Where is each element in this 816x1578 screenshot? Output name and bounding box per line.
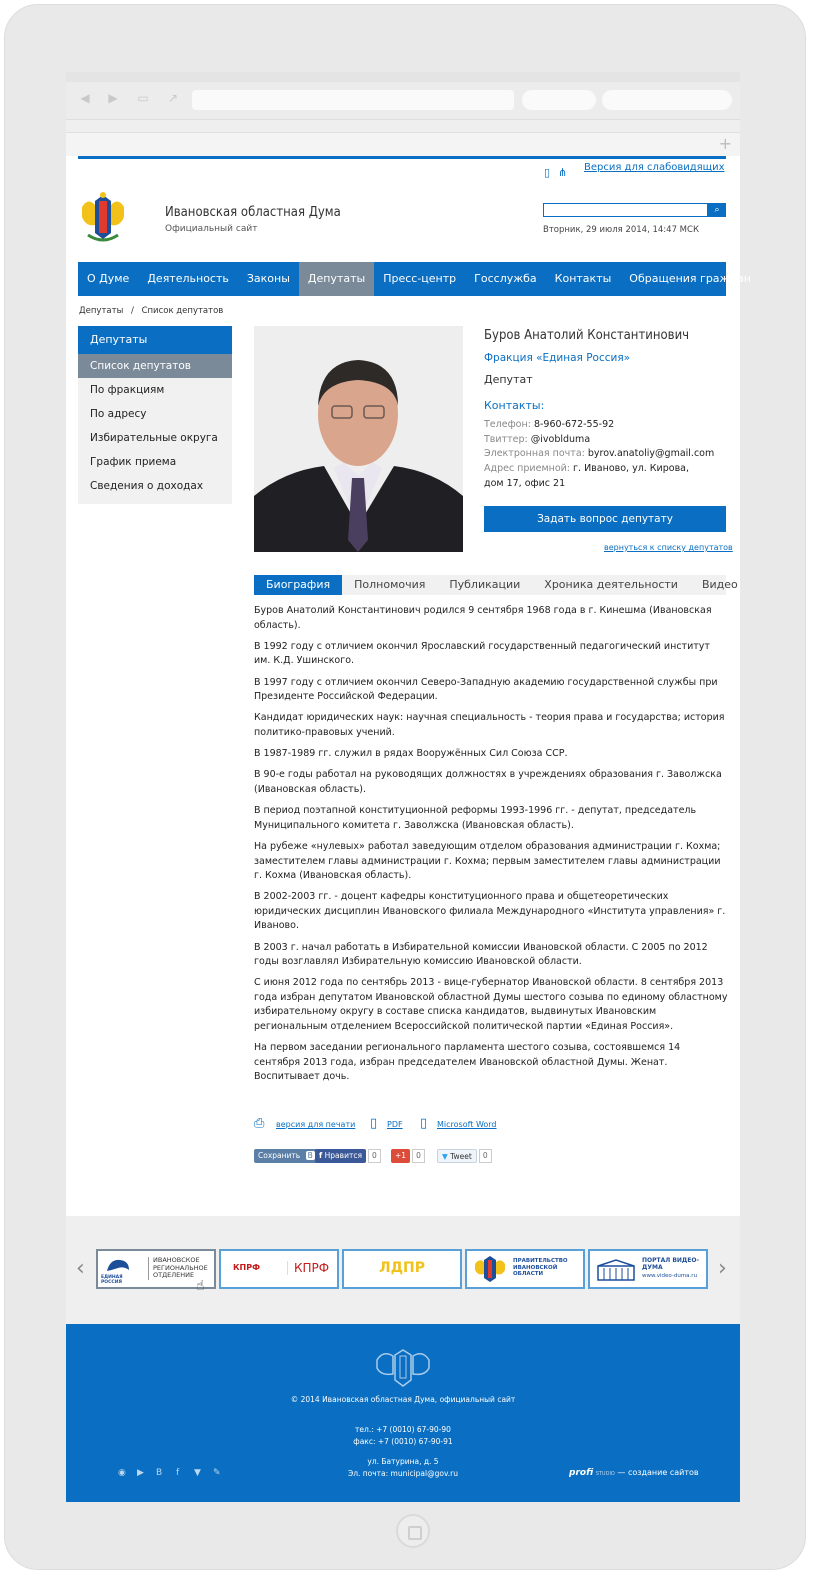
search-icon[interactable]: ⌕ [708,203,726,217]
carousel-next-icon[interactable]: › [718,1256,727,1281]
fb-like-button[interactable] [315,1149,366,1163]
nav-item-press[interactable]: Пресс-центр [383,272,457,285]
breadcrumb-item-list: Список депутатов [141,306,224,316]
main-nav [78,262,751,296]
gov-text: ПРАВИТЕЛЬСТВО ИВАНОВСКОЙ ОБЛАСТИ [513,1258,568,1277]
nav-item-contacts[interactable]: Контакты [554,272,612,285]
deputy-tabs [254,575,738,595]
mobile-icon[interactable]: ▯ [544,166,551,179]
browser-tab-strip [66,132,740,158]
site-title[interactable]: Ивановская областная Дума [165,205,341,220]
home-button[interactable] [396,1514,430,1548]
twitter-icon[interactable]: ▼ [194,1468,201,1478]
ask-question-button[interactable]: Задать вопрос депутату [484,506,726,532]
tab-video[interactable]: Видео [701,578,738,591]
twitter-label: Твиттер: [484,434,528,445]
vk-icon[interactable]: В [156,1468,163,1478]
contacts-title: Контакты: [484,399,545,412]
kprf-text: КПРФ [287,1261,329,1275]
video-duma-building-icon [596,1258,636,1282]
partner-video-duma[interactable] [588,1249,708,1289]
web-page [66,156,751,1502]
address-line1: г. Иваново, ул. Кирова, [573,463,690,474]
nav-item-deputies[interactable]: Депутаты [299,262,374,296]
breadcrumb [79,306,223,316]
bio-paragraph: В 1997 году с отличием окончил Северо-Западную академию государственной службы при Президенте Российской Федерации. [254,676,718,703]
forward-icon[interactable]: ▶ [108,91,118,105]
address-label: Адрес приемной: [484,463,571,474]
current-datetime: Вторник, 29 июля 2014, 14:47 МСК [543,225,699,235]
pdf-file-icon[interactable]: ▯ [370,1116,378,1131]
bio-paragraph: В 2003 г. начал работать в Избирательной комиссии Ивановской области. С 2005 по 2012 годы возглавлял Избирательную комиссию Ивановской области. [254,941,708,968]
new-tab-icon[interactable]: + [718,134,732,153]
twitter-value[interactable]: @ivobldumа [530,434,591,445]
fb-like-count: 0 [368,1149,381,1163]
coat-of-arms-logo[interactable] [78,191,128,245]
fb-like-label: Нравится [324,1151,362,1160]
partners-carousel [66,1216,740,1324]
word-link[interactable]: Microsoft Word [437,1120,497,1129]
bio-paragraph: На рубеже «нулевых» работал заведующим отделом образования администрации г. Кохма; заместителем главы администрации г. Кохма; первым заместителем главы администрации г. Кохма (Ивановская область). [254,841,721,882]
phone-label: Телефон: [484,419,531,430]
deputy-photo [254,326,463,552]
sidebar-item-districts[interactable]: Избирательные округа [90,432,218,444]
printer-icon[interactable]: ⎙ [254,1116,265,1131]
footer-copyright: © 2014 Ивановская областная Дума, официальный сайт [290,1395,516,1404]
video-duma-url: www.video-duma.ru [642,1273,698,1279]
address-bar[interactable] [192,90,514,110]
breadcrumb-separator: / [130,306,134,316]
bio-paragraph: Кандидат юридических наук: научная специальность - теория права и государства; история политико-правовых учений. [254,712,725,738]
vk-save-button[interactable] [254,1149,319,1163]
partner-kprf[interactable] [219,1249,339,1289]
tweet-label: Tweet [450,1152,472,1161]
footer-address: ул. Батурина, д. 5 [367,1457,439,1466]
document-links [254,1116,728,1136]
status-bar [66,72,740,82]
bio-paragraph: В 2002-2003 гг. - доцент кафедры конституционного права и общетеоретических юридических дисциплин Ивановского филиала Международного «Института управления» г. Иваново. [254,891,726,932]
partner-government[interactable] [465,1249,585,1289]
hand-cursor-icon: ☝ [196,1278,205,1294]
nav-item-laws[interactable]: Законы [246,272,290,285]
bio-paragraph: На первом заседании регионального парламента шестого созыва, состоявшемся 14 сентября 2013 года, избран председателем Ивановской областной Думы. Женат. Воспитывает дочь. [254,1042,681,1083]
twitter-bird-icon: ▼ [442,1152,448,1161]
search-input[interactable] [543,203,708,217]
footer-tel: тел.: +7 (0010) 67-90-90 [355,1425,451,1434]
footer-coat-of-arms-logo[interactable] [371,1346,435,1390]
back-to-list-link[interactable]: вернуться к списку депутатов [604,543,733,552]
nav-item-about[interactable]: О Думе [87,272,130,285]
video-duma-text: ПОРТАЛ ВИДЕО-ДУМА [642,1257,699,1271]
sidebar-item-schedule[interactable]: График приема [90,456,177,468]
browser-chrome [66,72,740,158]
footer-fax: факс: +7 (0010) 67-90-91 [353,1437,453,1446]
kprf-logo: КПРФ [233,1263,261,1272]
low-vision-link[interactable]: Версия для слабовидящих [584,162,725,173]
studio-brand: profi [569,1468,594,1478]
email-row [484,448,714,459]
deputy-faction-link[interactable]: Фракция «Единая Россия» [484,352,631,364]
deputy-role: Депутат [484,373,533,386]
bio-paragraph: В 90-е годы работал на руководящих должностях в учреждениях образования г. Заволжска (Ивановская область). [254,769,722,795]
breadcrumb-item-deputies[interactable]: Депутаты [79,306,124,316]
footer [66,1324,740,1502]
top-accent-line [78,156,726,159]
fb-share[interactable] [315,1149,381,1163]
share-icon[interactable]: ↗ [167,91,179,105]
sitemap-icon[interactable]: ⋔ [558,166,568,179]
footer-email[interactable]: Эл. почта: municipal@gov.ru [347,1469,459,1478]
er-region-text: ИВАНОВСКОЕ РЕГИОНАЛЬНОЕ ОТДЕЛЕНИЕ [148,1257,210,1280]
sidebar-item-address[interactable]: По адресу [90,408,147,420]
tab-publications[interactable]: Публикации [449,578,521,591]
bio-paragraph: В период поэтапной конституционной реформы 1993-1996 гг. - депутат, председатель Муниципального комитета г. Заволжска (Ивановская область). [254,805,697,831]
studio-credit[interactable] [569,1468,699,1478]
word-file-icon[interactable]: ▯ [420,1116,428,1131]
sidebar-item-income[interactable]: Сведения о доходах [90,480,204,492]
nav-item-activity[interactable]: Деятельность [147,272,229,285]
nav-item-civil-service[interactable]: Госслужба [474,272,537,285]
facebook-icon[interactable]: f [176,1468,180,1478]
vk-save-label: Сохранить [258,1151,301,1160]
gov-coat-icon [473,1254,507,1284]
fb-icon: f [319,1151,323,1160]
twitter-share[interactable] [437,1149,492,1163]
bio-paragraph: Буров Анатолий Константинович родился 9 сентября 1968 года в г. Кинешма (Ивановская область). [254,605,712,631]
vk-share[interactable] [254,1149,319,1163]
gplus-count: 0 [412,1149,425,1163]
bookmarks-icon[interactable]: ▭ [137,91,149,105]
gplus-button[interactable]: +1 [391,1149,410,1163]
vk-icon: В [307,1151,313,1160]
phone-value: 8-960-672-55-92 [533,419,615,430]
biography-text [254,604,728,1092]
email-value[interactable]: byrov.anatoliy@gmail.com [587,448,715,459]
er-logo-text: ЕДИНАЯ РОССИЯ [101,1275,123,1285]
deputy-name: Буров Анатолий Константинович [484,328,690,343]
bio-paragraph: С июня 2012 года по сентябрь 2013 - вице-губернатор Ивановской области. 8 сентября 2013 года избран депутатом Ивановской областной Думы шестого созыва по единому областному избирательному округу в составе списка кандидатов, выдвинутых Ивановским региональным отделением Всероссийской политической партии «Единая Россия». [254,977,728,1032]
site-subtitle: Официальный сайт [165,224,258,234]
carousel-prev-icon[interactable]: ‹ [76,1256,85,1281]
email-label: Электронная почта: [484,448,585,459]
sidebar-item-factions[interactable]: По фракциям [90,384,165,396]
browser-search-input-2[interactable] [602,90,732,110]
bio-paragraph: В 1992 году с отличием окончил Ярославский государственный педагогический институт им. К.Д. Ушинского. [254,640,710,667]
tweet-count: 0 [479,1149,492,1163]
back-icon[interactable]: ◀ [80,91,90,105]
phone-row [484,419,614,430]
sidebar-title[interactable]: Депутаты [78,326,232,354]
ldpr-text: ЛДПР [378,1260,426,1276]
gplus-share[interactable] [391,1149,425,1163]
nav-item-appeals[interactable]: Обращения граждан [629,272,751,285]
pdf-link[interactable]: PDF [387,1120,403,1129]
browser-search-input[interactable] [522,90,596,110]
partner-ldpr[interactable] [342,1249,462,1289]
print-version-link[interactable]: версия для печати [276,1120,356,1129]
youtube-icon[interactable]: ▶ [137,1468,144,1478]
tab-powers[interactable]: Полномочия [354,578,426,591]
address-line2: дом 17, офис 21 [484,478,566,489]
studio-sub: STUDIO [595,1471,615,1477]
studio-text: — создание сайтов [617,1468,699,1477]
rss-icon[interactable]: ◉ [118,1468,126,1478]
tweet-button[interactable] [437,1149,477,1163]
livejournal-icon[interactable]: ✎ [213,1468,221,1478]
bio-paragraph: В 1987-1989 гг. служил в рядах Вооружённых Сил Союза ССР. [254,748,568,760]
sidebar [78,326,232,504]
twitter-row [484,434,590,445]
tab-biography[interactable]: Биография [254,575,342,595]
tab-chronicle[interactable]: Хроника деятельности [544,578,678,591]
sidebar-item-list[interactable]: Список депутатов [78,354,232,378]
address-row [484,463,689,474]
